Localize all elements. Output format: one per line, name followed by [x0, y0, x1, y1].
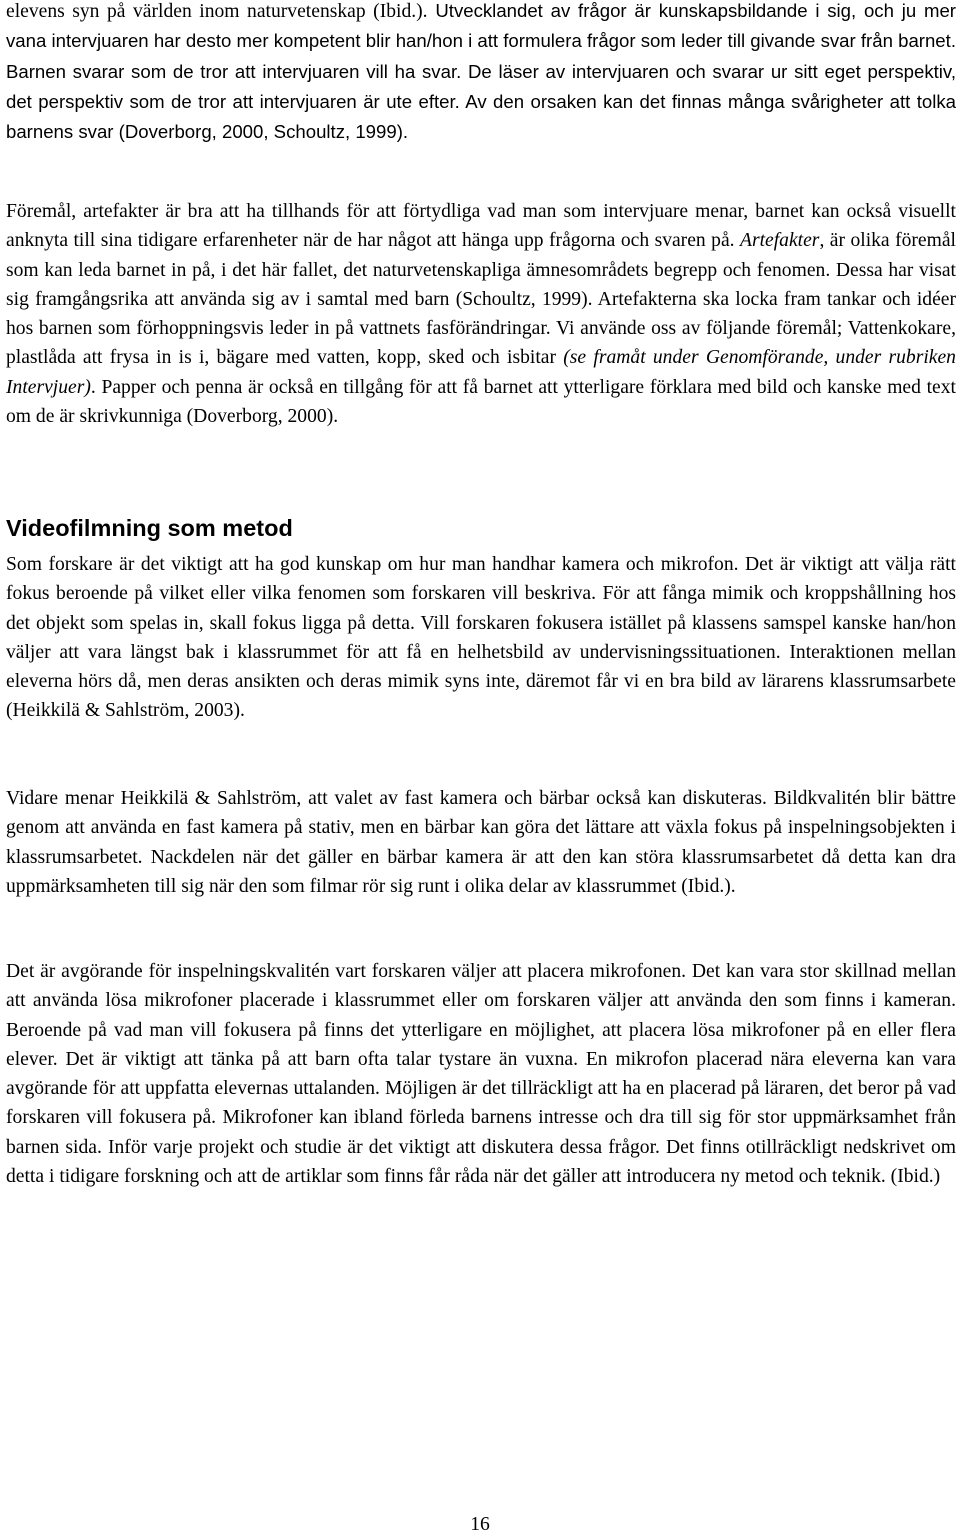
paragraph-text-part: Föremål, artefakter är bra att ha tillhands för att förtydliga vad man som intervjuare menar, barnet kan också visuellt anknyta till sina tidigare erfarenheter när de har något att hänga upp frågorna och svaren på. [6, 201, 956, 252]
italic-cross-reference: (se framåt under Genomförande, under rubriken Intervjuer) [6, 347, 956, 398]
paragraph-interview-answers [6, 0, 956, 147]
paragraph-text-part: , är olika föremål som kan leda barnet in på, i det här fallet, det naturvetenskapliga ämnesområdets begrepp och fenomen. Dessa har visat sig framgångsrika att använda sig av i samtal med barn (Schoultz, 1999). Artefakterna ska locka fram tankar och idéer hos barnen som förhoppningsvis leder in på vattnets fasförändringar. Vi använde oss av följande föremål; Vattenkokare, plastlåda att frysa in is i, bägare med vatten, kopp, sked och isbitar [6, 230, 957, 369]
paragraph-microphone-placement: Det är avgörande för inspelningskvalitén vart forskaren väljer att placera mikrofonen. Det kan vara stor skillnad mellan att använda lösa mikrofoner placerade i klassrummet eller om forskaren väljer att använda den som finns i kameran. Beroende på vad man vill fokusera på finns det ytterligare en möjlighet, att placera lösa mikrofoner på en eller flera elever. Det är viktigt att tänka på att barn ofta talar tystare än vuxna. En mikrofon placerad nära eleverna kan vara avgörande för att uppfatta elevernas uttalanden. Möjligen är det tillräckligt att ha en placerad på läraren, det beror på vad forskaren vill fokusera på. Mikrofoner kan ibland förleda barnens intresse och dra till sig för stor uppmärksamhet från barnen sida. Inför varje projekt och studie är det viktigt att diskutera dessa frågor. Det finns otillräckligt nedskrivet om detta i tidigare forskning och att de artiklar som finns får råda när det gäller att introducera ny metod och teknik. (Ibid.) [6, 961, 956, 1188]
italic-term-artefakter: Artefakter [740, 230, 820, 252]
page-number: 16 [470, 1514, 490, 1535]
paragraph-artefacts [6, 197, 956, 431]
paragraph-fixed-vs-portable-camera: Vidare menar Heikkilä & Sahlström, att valet av fast kamera och bärbar också kan diskuteras. Bildkvalitén blir bättre genom att använda en fast kamera på stativ, men en bärbar kan göra det lättare att växla fokus på inspelningsobjekten i klassrumsarbetet. Nackdelen när det gäller en bärbar kamera är att den kan störa klassrumsarbetet då detta kan dra uppmärksamheten till sig när den som filmar rör sig runt i olika delar av klassrummet (Ibid.). [6, 788, 956, 897]
section-heading: Videofilmning som metod [6, 515, 293, 541]
paragraph-continuation-text: elevens syn på världen inom naturvetenskap (Ibid.). [6, 1, 428, 22]
paragraph-camera-focus: Som forskare är det viktigt att ha god kunskap om hur man handhar kamera och mikrofon. Det är viktigt att välja rätt fokus beroende på vilket eller vilka fenomen som forskaren vill beskriva. För att fånga mimik och kroppshållning hos det objekt som spelas in, skall fokus ligga på detta. Vill forskaren fokusera istället på klassens samspel kanske han/hon väljer att vara längst bak i klassrummet för att få en helhetsbild av undervisningssituationen. Interaktionen mellan eleverna hörs då, men deras ansikten och deras mimik syns inte, däremot får vi en bra bild av lärarens klassrumsarbete (Heikkilä & Sahlström, 2003). [6, 554, 956, 722]
paragraph-text-part: . Papper och penna är också en tillgång för att få barnet att ytterligare förklara med bild och kanske med text om de är skrivkunniga (Doverborg, 2000). [6, 376, 956, 428]
paragraph-sans-text: Utvecklandet av frågor är kunskapsbildande i sig, och ju mer vana intervjuaren har desto mer kompetent blir han/hon i att formulera frågor som leder till givande svar från barnet. Barnen svarar som de tror att intervjuaren vill ha svar. De läser av intervjuaren och svarar ur sitt eget perspektiv, det perspektiv som de tror att intervjuaren är ute efter. Av den orsaken kan det finnas många svårigheter att tolka barnens svar (Doverborg, 2000, Schoultz, 1999). [6, 0, 956, 143]
